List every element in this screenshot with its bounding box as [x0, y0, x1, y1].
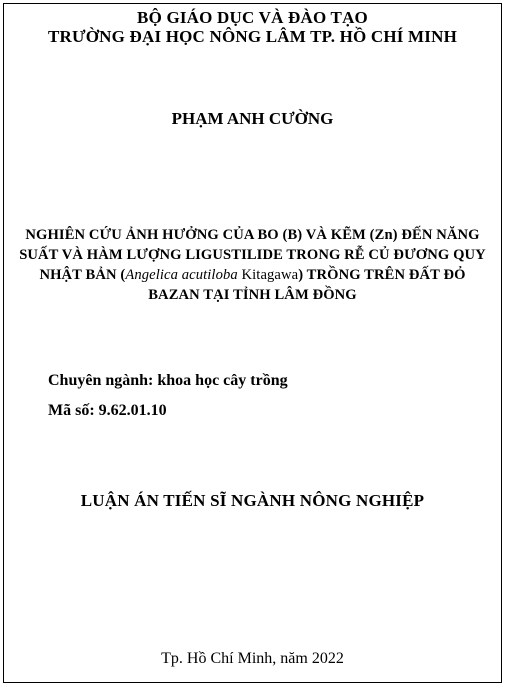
major-code: Mã số: 9.62.01.10 — [48, 402, 167, 419]
thesis-cover-page — [3, 3, 502, 683]
thesis-title — [18, 225, 487, 305]
place-and-year: Tp. Hồ Chí Minh, năm 2022 — [161, 650, 344, 667]
thesis-title-line-4: BAZAN TẠI TỈNH LÂM ĐỒNG — [148, 287, 357, 303]
thesis-title-line-2: SUẤT VÀ HÀM LƯỢNG LIGUSTILIDE TRONG RỄ CỦ ĐƯƠNG QUY — [19, 247, 486, 263]
university-name: TRƯỜNG ĐẠI HỌC NÔNG LÂM TP. HỒ CHÍ MINH — [47, 27, 458, 46]
species-author: Kitagawa — [237, 267, 299, 283]
thesis-title-line-3 — [18, 265, 487, 285]
thesis-title-line-1: NGHIÊN CỨU ẢNH HƯỞNG CỦA BO (B) VÀ KẼM (Zn) ĐẾN NĂNG — [25, 227, 480, 243]
author-name: PHẠM ANH CƯỜNG — [171, 109, 334, 128]
thesis-type: LUẬN ÁN TIẾN SĨ NGÀNH NÔNG NGHIỆP — [80, 491, 425, 510]
major-field: Chuyên ngành: khoa học cây trồng — [48, 372, 288, 389]
ministry-name: BỘ GIÁO DỤC VÀ ĐÀO TẠO — [137, 8, 368, 27]
scientific-name: Angelica acutiloba — [125, 267, 238, 283]
thesis-title-line-3-start: NHẬT BẢN ( — [39, 267, 126, 283]
thesis-title-line-3-end: ) TRỒNG TRÊN ĐẤT ĐỎ — [298, 267, 466, 283]
